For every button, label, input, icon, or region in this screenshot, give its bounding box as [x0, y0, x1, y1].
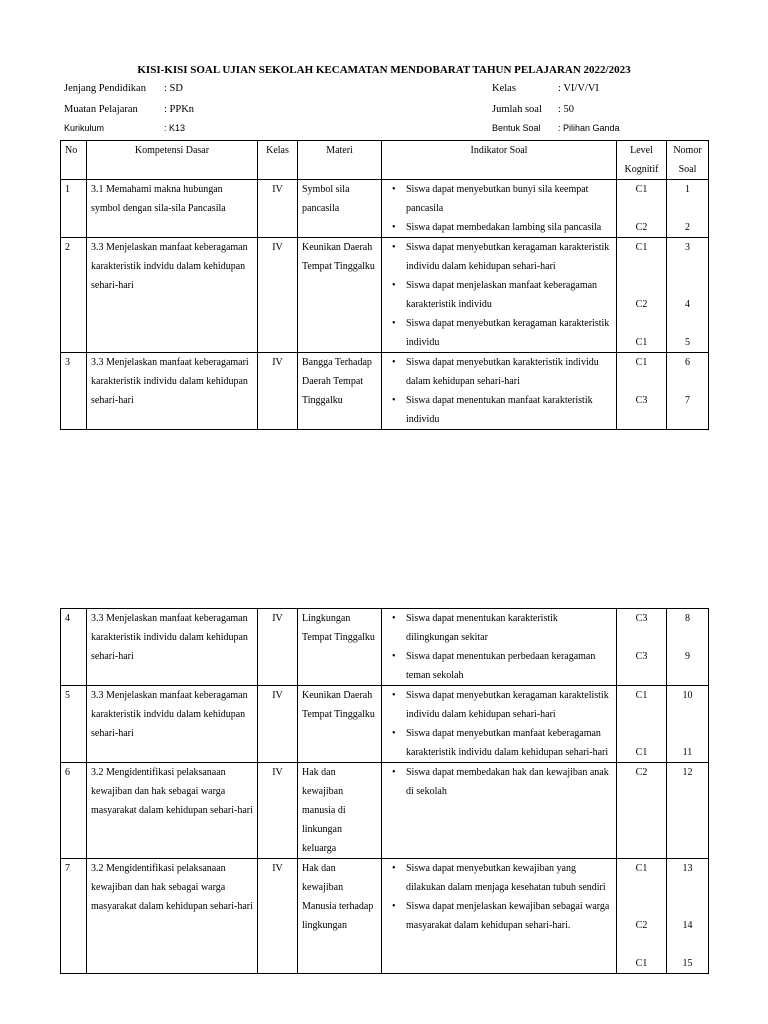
row-kompetensi-dasar: 3.1 Memahami makna hubungan symbol dengan sila-sila Pancasila: [87, 180, 258, 238]
nomor-value: [671, 276, 704, 295]
level-value: [621, 257, 662, 276]
header-materi: Materi: [298, 141, 382, 180]
row-kelas: IV: [258, 859, 298, 974]
nomor-value: 15: [682, 958, 693, 969]
row-indikator-soal: [382, 609, 617, 686]
header-no: No: [61, 141, 87, 180]
indikator-item: • Siswa dapat menentukan perbedaan keragaman teman sekolah: [406, 647, 612, 685]
table-row: [61, 763, 709, 859]
row-level-kognitif: [617, 859, 667, 974]
row-nomor-soal: [667, 353, 709, 430]
row-materi: Symbol sila pancasila: [298, 180, 382, 238]
table-row: [61, 353, 709, 430]
nomor-value: [671, 935, 704, 954]
meta-kurikulum-value: : K13: [164, 123, 186, 133]
nomor-value: 12: [682, 767, 693, 778]
row-indikator-soal: [382, 686, 617, 763]
header-nomor-soal: [667, 141, 709, 180]
row-nomor-soal: [667, 763, 709, 859]
row-indikator-soal: [382, 180, 617, 238]
indikator-item: • Siswa dapat menentukan manfaat karakteristik individu: [406, 391, 612, 429]
nomor-value: 3: [685, 242, 690, 253]
row-kelas: IV: [258, 180, 298, 238]
level-value: [621, 724, 662, 743]
indikator-item: • Siswa dapat membedakan hak dan kewajiban anak di sekolah: [406, 763, 612, 801]
nomor-value: 13: [682, 863, 693, 874]
table-row: [61, 686, 709, 763]
indikator-list: [386, 238, 612, 352]
meta-muatan-label: Muatan Pelajaran: [64, 104, 138, 115]
table-row: [61, 609, 709, 686]
meta-jumlah-label: Jumlah soal: [492, 104, 542, 115]
row-nomor-soal: [667, 609, 709, 686]
row-indikator-soal: [382, 763, 617, 859]
row-no: 6: [61, 763, 87, 859]
nomor-value: 9: [685, 651, 690, 662]
row-kelas: IV: [258, 353, 298, 430]
row-level-kognitif: [617, 609, 667, 686]
row-materi: Bangga Terhadap Daerah Tempat Tinggalku: [298, 353, 382, 430]
nomor-value: 7: [685, 395, 690, 406]
level-value: [621, 705, 662, 724]
table-row: [61, 180, 709, 238]
header-level-line-2: Kognitif: [624, 164, 659, 175]
kisi-table-part-1: [60, 140, 709, 430]
nomor-value: [671, 878, 704, 897]
row-indikator-soal: [382, 353, 617, 430]
meta-muatan-value: : PPKn: [164, 104, 195, 115]
nomor-value: [671, 372, 704, 391]
row-kompetensi-dasar: 3.3 Menjelaskan manfaat keberagaman karakteristik indvidu dalam kehidupan sehari-hari: [87, 686, 258, 763]
indikator-list: [386, 353, 612, 429]
row-kompetensi-dasar: 3.3 Menjelaskan manfaat keberagaman karakteristik indvidu dalam kehidupan sehari-hari: [87, 238, 258, 353]
row-level-kognitif: [617, 353, 667, 430]
nomor-value: 4: [685, 299, 690, 310]
nomor-value: [671, 199, 704, 218]
level-value: C1: [635, 337, 648, 348]
row-no: 1: [61, 180, 87, 238]
level-value: [621, 372, 662, 391]
nomor-value: 5: [685, 337, 690, 348]
header-nomor-line-2: Soal: [678, 164, 697, 175]
indikator-item: • Siswa dapat menyebutkan kewajiban yang dilakukan dalam menjaga kesehatan tubuh sendiri: [406, 859, 612, 897]
row-nomor-soal: [667, 238, 709, 353]
indikator-list: [386, 609, 612, 685]
meta-bentuk-label: Bentuk Soal: [492, 123, 541, 133]
nomor-value: 14: [682, 920, 693, 931]
level-value: C1: [635, 958, 648, 969]
row-nomor-soal: [667, 180, 709, 238]
nomor-value: 8: [685, 613, 690, 624]
row-no: 3: [61, 353, 87, 430]
kisi-table-part-2: [60, 608, 709, 974]
meta-jenjang-label: Jenjang Pendidikan: [64, 83, 146, 94]
table-row: [61, 859, 709, 974]
level-value: C1: [635, 863, 648, 874]
level-value: C3: [635, 613, 648, 624]
header-nomor-line-1: Nomor: [673, 145, 702, 156]
row-materi: Keunikan Daerah Tempat Tinggalku: [298, 686, 382, 763]
nomor-value: [671, 314, 704, 333]
row-kompetensi-dasar: 3.2 Mengidentifikasi pelaksanaan kewajiban dan hak sebagai warga masyarakat dalam kehidupan sehari-hari: [87, 763, 258, 859]
row-no: 7: [61, 859, 87, 974]
level-value: C1: [635, 690, 648, 701]
level-value: [621, 628, 662, 647]
row-no: 5: [61, 686, 87, 763]
header-kelas: Kelas: [258, 141, 298, 180]
level-value: C2: [635, 767, 648, 778]
level-value: C2: [635, 299, 648, 310]
nomor-value: [671, 628, 704, 647]
header-level-kognitif: [617, 141, 667, 180]
row-kelas: IV: [258, 609, 298, 686]
level-value: C3: [635, 651, 648, 662]
header-kompetensi-dasar: Kompetensi Dasar: [87, 141, 258, 180]
indikator-list: [386, 763, 612, 801]
level-value: C2: [635, 222, 648, 233]
indikator-list: [386, 180, 612, 237]
nomor-value: 10: [682, 690, 693, 701]
level-value: C3: [635, 395, 648, 406]
level-value: [621, 935, 662, 954]
level-value: C1: [635, 242, 648, 253]
row-kompetensi-dasar: 3.2 Mengidentifikasi pelaksanaan kewajiban dan hak sebagai warga masyarakat dalam kehidupan sehari-hari: [87, 859, 258, 974]
row-no: 4: [61, 609, 87, 686]
row-level-kognitif: [617, 180, 667, 238]
indikator-list: [386, 859, 612, 935]
meta-kurikulum-label: Kurikulum: [64, 123, 105, 133]
header-indikator-soal: Indikator Soal: [382, 141, 617, 180]
indikator-item: • Siswa dapat menyebutkan keragaman karaktelistik individu dalam kehidupan sehari-hari: [406, 686, 612, 724]
level-value: [621, 199, 662, 218]
nomor-value: 11: [682, 747, 693, 758]
indikator-item: • Siswa dapat membedakan lambing sila pancasila: [406, 218, 612, 237]
header-level-line-1: Level: [630, 145, 653, 156]
indikator-item: • Siswa dapat menjelaskan manfaat keberagaman karakteristik individu: [406, 276, 612, 314]
indikator-item: • Siswa dapat menyebutkan keragaman karakteristik individu dalam kehidupan sehari-hari: [406, 238, 612, 276]
row-materi: Hak dan kewajiban Manusia terhadap lingkungan: [298, 859, 382, 974]
meta-kelas-label: Kelas: [492, 83, 516, 94]
row-kompetensi-dasar: 3.3 Menjelaskan manfaat keberagaman karakteristik individu dalam kehidupan sehari-hari: [87, 609, 258, 686]
row-materi: Keunikan Daerah Tempat Tinggalku: [298, 238, 382, 353]
table-header-row: [61, 141, 709, 180]
level-value: C2: [635, 920, 648, 931]
row-nomor-soal: [667, 686, 709, 763]
level-value: C1: [635, 357, 648, 368]
row-materi: Lingkungan Tempat Tinggalku: [298, 609, 382, 686]
row-level-kognitif: [617, 686, 667, 763]
nomor-value: 6: [685, 357, 690, 368]
meta-jumlah-value: : 50: [558, 104, 575, 115]
indikator-item: • Siswa dapat menyebutkan karakteristik individu dalam kehidupan sehari-hari: [406, 353, 612, 391]
nomor-value: 1: [685, 184, 690, 195]
row-level-kognitif: [617, 238, 667, 353]
row-indikator-soal: [382, 238, 617, 353]
row-kelas: IV: [258, 763, 298, 859]
level-value: C1: [635, 747, 648, 758]
nomor-value: 2: [685, 222, 690, 233]
document-title: KISI-KISI SOAL UJIAN SEKOLAH KECAMATAN MENDOBARAT TAHUN PELAJARAN 2022/2023: [137, 64, 631, 76]
table-row: [61, 238, 709, 353]
meta-jenjang-value: : SD: [164, 83, 183, 94]
row-materi: Hak dan kewajiban manusia di linkungan keluarga: [298, 763, 382, 859]
row-kelas: IV: [258, 686, 298, 763]
indikator-item: • Siswa dapat menyebutkan bunyi sila keempat pancasila: [406, 180, 612, 218]
nomor-value: [671, 724, 704, 743]
nomor-value: [671, 705, 704, 724]
row-indikator-soal: [382, 859, 617, 974]
level-value: C1: [635, 184, 648, 195]
level-value: [621, 314, 662, 333]
row-kelas: IV: [258, 238, 298, 353]
meta-bentuk-value: : Pilihan Ganda: [558, 123, 620, 133]
meta-kelas-value: : VI/V/VI: [558, 83, 599, 94]
nomor-value: [671, 257, 704, 276]
nomor-value: [671, 897, 704, 916]
row-no: 2: [61, 238, 87, 353]
indikator-item: • Siswa dapat menentukan karakteristik dilingkungan sekitar: [406, 609, 612, 647]
indikator-item: • Siswa dapat menjelaskan kewajiban sebagai warga masyarakat dalam kehidupan sehari-hari.: [406, 897, 612, 935]
indikator-list: [386, 686, 612, 762]
level-value: [621, 897, 662, 916]
level-value: [621, 276, 662, 295]
indikator-item: • Siswa dapat menyebutkan keragaman karakteristik individu: [406, 314, 612, 352]
row-kompetensi-dasar: 3.3 Menjelaskan manfaat keberagamari karakteristik individu dalam kehidupan sehari-hari: [87, 353, 258, 430]
row-level-kognitif: [617, 763, 667, 859]
row-nomor-soal: [667, 859, 709, 974]
level-value: [621, 878, 662, 897]
indikator-item: • Siswa dapat menyebutkan manfaat keberagaman karakteristik individu dalam kehidupan sehari-hari: [406, 724, 612, 762]
